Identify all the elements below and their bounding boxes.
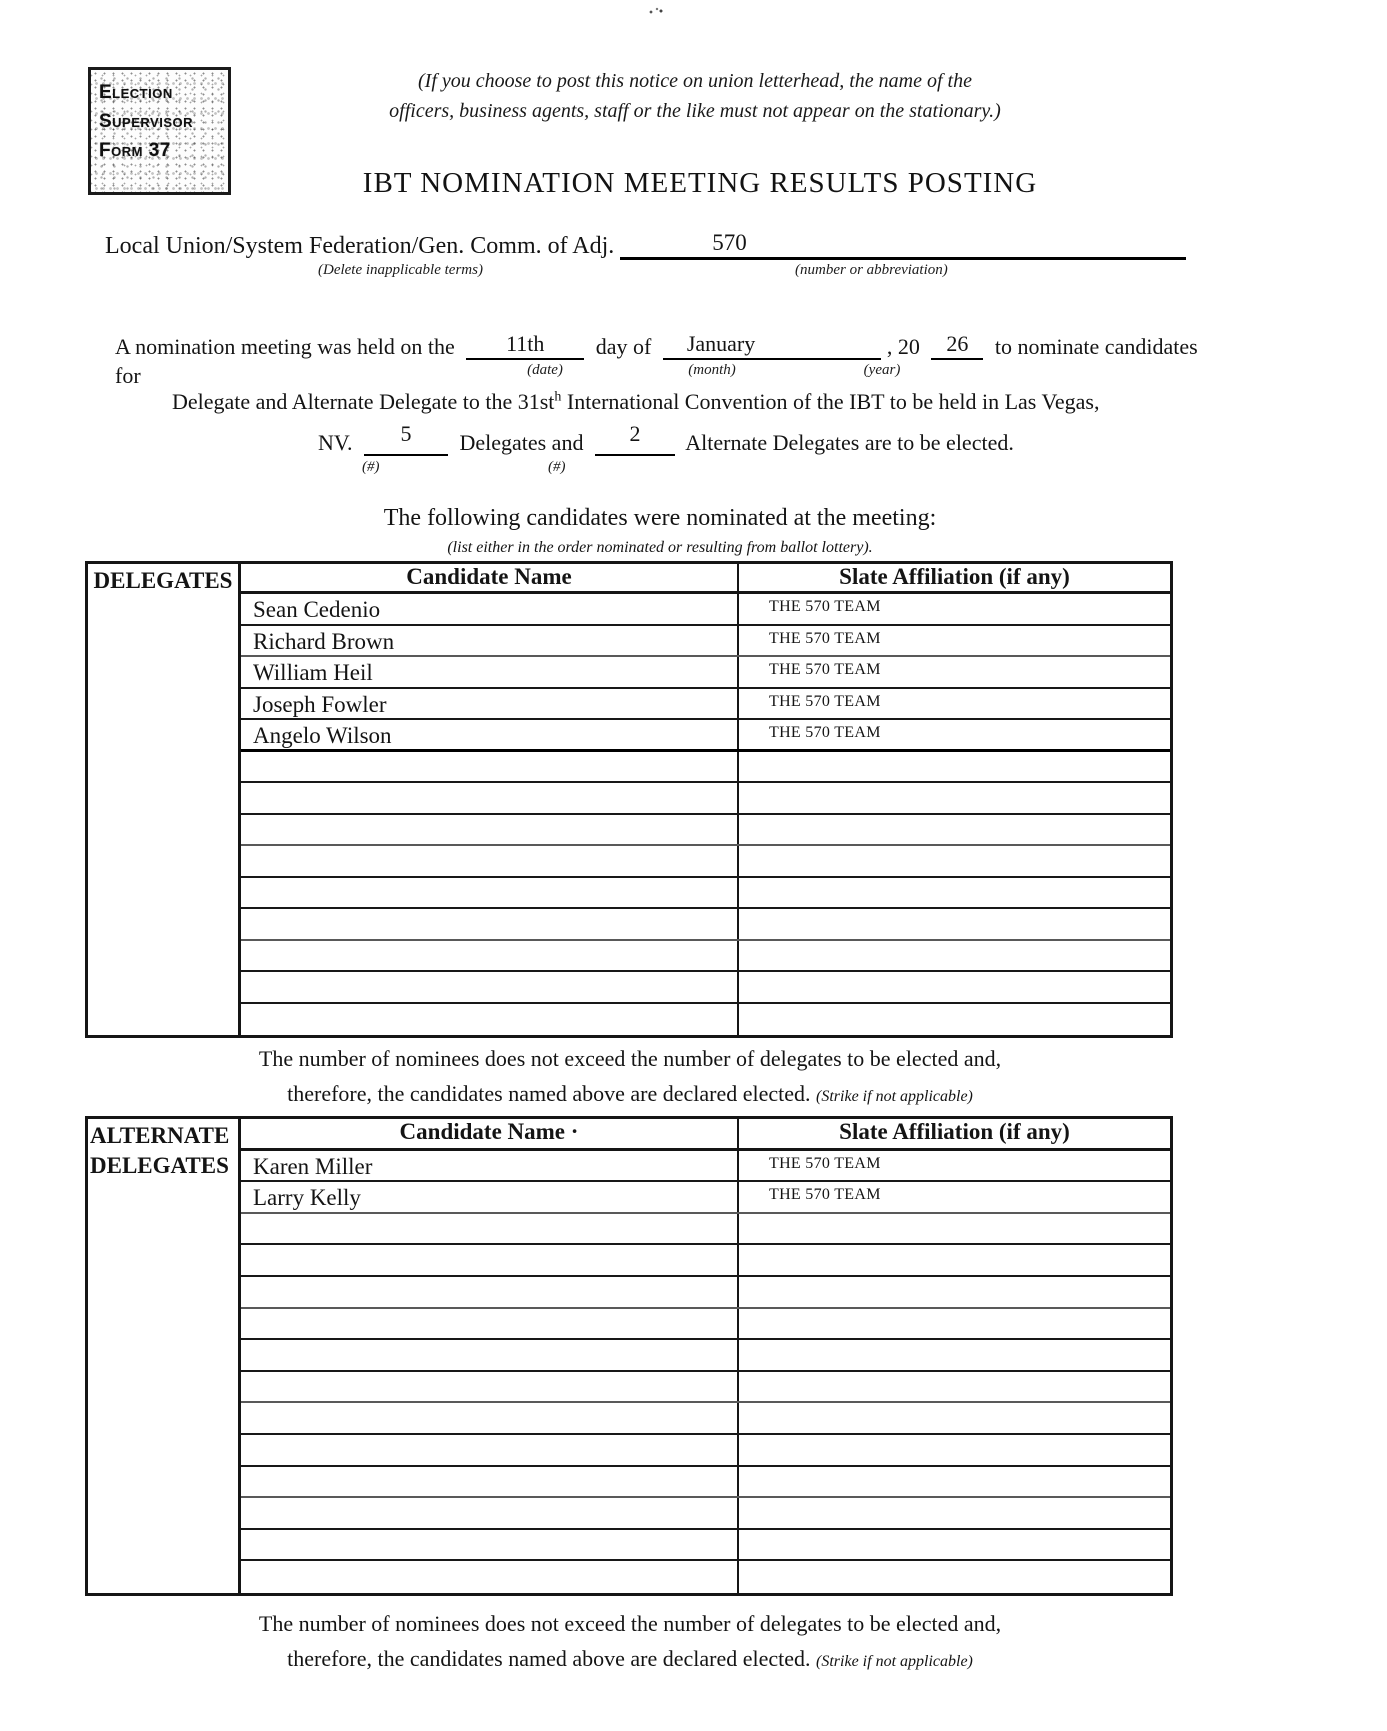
slate-affiliation-cell — [739, 972, 1170, 1002]
letterhead-note — [385, 66, 1005, 126]
slate-affiliation-cell — [739, 1309, 1170, 1339]
alternate-delegates-table — [85, 1116, 1173, 1596]
slate-affiliation-cell: THE 570 TEAM — [769, 724, 881, 741]
table-row — [241, 1403, 1170, 1435]
slate-affiliation-column-header: Slate Affiliation (if any) — [839, 564, 1070, 589]
alternates-table-rows — [241, 1151, 1170, 1593]
slate-affiliation-column-header: Slate Affiliation (if any) — [839, 1119, 1070, 1144]
table-row — [241, 657, 1170, 689]
candidate-name-cell — [241, 1561, 739, 1593]
table-row — [241, 1214, 1170, 1246]
table-row — [241, 846, 1170, 878]
slate-affiliation-cell — [739, 752, 1170, 782]
table-row — [241, 815, 1170, 847]
candidate-name-cell: Sean Cedenio — [241, 594, 739, 624]
strike-note: (Strike if not applicable) — [816, 1653, 973, 1670]
convention-sentence — [172, 389, 1099, 415]
declaration-line1: The number of nominees does not exceed the number of delegates to be elected and, — [258, 1046, 1002, 1071]
slate-affiliation-cell — [739, 941, 1170, 971]
day-of-text: day of — [595, 334, 652, 359]
table-row — [241, 1530, 1170, 1562]
alternates-row-label — [88, 1119, 241, 1593]
table-row — [241, 1561, 1170, 1593]
delegates-table-header — [241, 564, 1170, 594]
local-union-number-value: 570 — [712, 230, 747, 255]
delegates-row-label: DELEGATES — [88, 564, 241, 1035]
alternates-count-hint: (#) — [548, 459, 566, 475]
slate-affiliation-cell — [739, 1340, 1170, 1370]
declaration-line2-text: therefore, the candidates named above are declared elected. — [287, 1081, 811, 1106]
table-row — [241, 972, 1170, 1004]
candidate-name-cell — [241, 909, 739, 939]
nv-text: NV. — [318, 430, 353, 455]
candidate-name-cell — [241, 1435, 739, 1465]
declaration-line1: The number of nominees does not exceed the number of delegates to be elected and, — [258, 1611, 1002, 1636]
candidate-name-cell — [241, 1530, 739, 1560]
meeting-lead-text: A nomination meeting was held on the — [115, 334, 455, 359]
table-row — [241, 1182, 1170, 1214]
candidate-name-cell: Joseph Fowler — [241, 689, 739, 719]
candidate-name-cell — [241, 1004, 739, 1036]
local-union-label: Local Union/System Federation/Gen. Comm. of Adj. — [105, 233, 615, 259]
counts-sentence — [318, 421, 1014, 456]
month-value: January — [686, 331, 756, 356]
table-row — [241, 1435, 1170, 1467]
scan-artifact — [648, 6, 664, 15]
table-row — [241, 1151, 1170, 1183]
slate-affiliation-cell — [739, 1530, 1170, 1560]
delegates-count-value: 5 — [400, 421, 412, 446]
delete-terms-hint: (Delete inapplicable terms) — [318, 262, 483, 278]
alternates-table-header — [241, 1119, 1170, 1151]
date-field — [466, 331, 584, 360]
table-row — [241, 1277, 1170, 1309]
candidate-name-cell — [241, 1403, 739, 1433]
slate-affiliation-cell: THE 570 TEAM — [769, 692, 881, 710]
delegates-table-rows — [241, 594, 1170, 1035]
meeting-sentence — [115, 331, 1198, 360]
candidate-name-cell: Karen Miller — [241, 1151, 739, 1181]
candidate-name-cell — [241, 972, 739, 1002]
delegates-table — [85, 561, 1173, 1038]
convention-superscript: h — [554, 389, 562, 405]
alternates-count-field — [595, 421, 675, 456]
for-word: for — [115, 363, 141, 388]
candidate-name-cell: Angelo Wilson — [241, 720, 739, 749]
year-hint: (year) — [863, 362, 901, 378]
table-row — [241, 941, 1170, 973]
declaration-line2 — [90, 1641, 1170, 1679]
table-row — [241, 752, 1170, 784]
slate-affiliation-cell: THE 570 TEAM — [769, 1186, 881, 1204]
delegates-declaration — [90, 1041, 1170, 1114]
number-abbreviation-hint: (number or abbreviation) — [795, 262, 948, 278]
table-row — [241, 1467, 1170, 1499]
slate-affiliation-cell — [739, 783, 1170, 813]
slate-affiliation-cell — [739, 1245, 1170, 1275]
date-hint: (date) — [527, 362, 563, 378]
slate-affiliation-cell — [739, 1277, 1170, 1307]
alternates-tail-text: Alternate Delegates are to be elected. — [685, 430, 1014, 455]
candidate-name-cell — [241, 941, 739, 971]
local-union-line — [105, 230, 1186, 260]
candidate-name-cell — [241, 1372, 739, 1402]
alternates-row-label-line2: DELEGATES — [90, 1153, 229, 1178]
slate-affiliation-cell: THE 570 TEAM — [769, 1154, 881, 1172]
slate-affiliation-cell — [739, 1498, 1170, 1528]
table-row — [241, 626, 1170, 658]
slate-affiliation-cell — [739, 1435, 1170, 1465]
alternates-count-value: 2 — [629, 421, 641, 446]
table-row — [241, 689, 1170, 721]
table-row — [241, 1498, 1170, 1530]
slate-affiliation-cell — [739, 1403, 1170, 1433]
nominated-heading-block — [135, 505, 1185, 557]
candidate-name-cell — [241, 846, 739, 876]
letterhead-note-line1: (If you choose to post this notice on union letterhead, the name of the — [418, 70, 972, 92]
month-hint: (month) — [688, 362, 736, 378]
candidate-name-cell — [241, 1277, 739, 1307]
slate-affiliation-cell: THE 570 TEAM — [769, 598, 881, 615]
declaration-line2-text: therefore, the candidates named above are declared elected. — [287, 1646, 811, 1671]
candidate-name-cell — [241, 1245, 739, 1275]
candidate-name-cell — [241, 1467, 739, 1497]
slate-affiliation-cell — [739, 1561, 1170, 1593]
year-prefix-text: , 20 — [886, 334, 920, 359]
date-value: 11th — [506, 331, 545, 356]
slate-affiliation-cell — [739, 878, 1170, 908]
nominated-heading: The following candidates were nominated at the meeting: — [383, 505, 937, 531]
stamp-line: Supervisor — [99, 111, 194, 132]
slate-affiliation-cell: THE 570 TEAM — [769, 661, 881, 678]
slate-affiliation-cell — [739, 1214, 1170, 1244]
candidate-name-column-header: Candidate Name — [241, 564, 739, 591]
candidate-name-cell — [241, 1214, 739, 1244]
slate-affiliation-cell — [739, 1372, 1170, 1402]
candidate-name-cell: Larry Kelly — [241, 1182, 739, 1212]
candidate-name-cell — [241, 1340, 739, 1370]
nominated-subheading: (list either in the order nominated or resulting from ballot lottery). — [447, 539, 873, 556]
election-supervisor-stamp — [88, 67, 231, 195]
candidate-name-cell — [241, 1309, 739, 1339]
table-row — [241, 1309, 1170, 1341]
delegates-word-text: Delegates and — [459, 430, 584, 455]
table-row — [241, 1245, 1170, 1277]
candidate-name-cell — [241, 752, 739, 782]
alternates-row-label-line1: ALTERNATE — [90, 1123, 230, 1148]
candidate-name-cell — [241, 815, 739, 845]
letterhead-note-line2: officers, business agents, staff or the like must not appear on the stationary.) — [389, 100, 1001, 122]
table-row — [241, 1340, 1170, 1372]
table-row — [241, 783, 1170, 815]
slate-affiliation-cell — [739, 909, 1170, 939]
slate-affiliation-cell — [739, 815, 1170, 845]
delegates-count-field — [364, 421, 448, 456]
candidate-name-cell — [241, 1498, 739, 1528]
slate-affiliation-cell — [739, 846, 1170, 876]
delegates-count-hint: (#) — [362, 459, 380, 475]
stamp-line: Election — [99, 82, 173, 103]
slate-affiliation-cell — [739, 1004, 1170, 1036]
slate-affiliation-cell: THE 570 TEAM — [769, 629, 881, 647]
convention-pre-text: Delegate and Alternate Delegate to the 31st — [172, 389, 555, 414]
meeting-tail-text: to nominate candidates — [994, 334, 1198, 359]
candidate-name-cell — [241, 783, 739, 813]
table-row — [241, 594, 1170, 626]
strike-note: (Strike if not applicable) — [816, 1088, 973, 1105]
year-value: 26 — [946, 331, 969, 356]
table-row — [241, 1004, 1170, 1036]
table-row — [241, 1372, 1170, 1404]
candidate-name-cell: William Heil — [241, 657, 739, 687]
slate-affiliation-cell — [739, 1467, 1170, 1497]
table-row — [241, 720, 1170, 752]
candidate-name-cell: Richard Brown — [241, 626, 739, 656]
convention-post-text: International Convention of the IBT to be held in Las Vegas, — [566, 389, 1100, 414]
year-field — [931, 331, 983, 360]
candidate-name-column-header: Candidate Name · — [241, 1119, 739, 1148]
local-union-number-field — [620, 230, 1186, 260]
declaration-line2 — [90, 1076, 1170, 1114]
table-row — [241, 909, 1170, 941]
form-title: IBT NOMINATION MEETING RESULTS POSTING — [362, 167, 1038, 199]
table-row — [241, 878, 1170, 910]
month-field — [663, 331, 881, 360]
candidate-name-cell — [241, 878, 739, 908]
stamp-line: Form 37 — [99, 140, 171, 161]
alternates-declaration — [90, 1606, 1170, 1679]
